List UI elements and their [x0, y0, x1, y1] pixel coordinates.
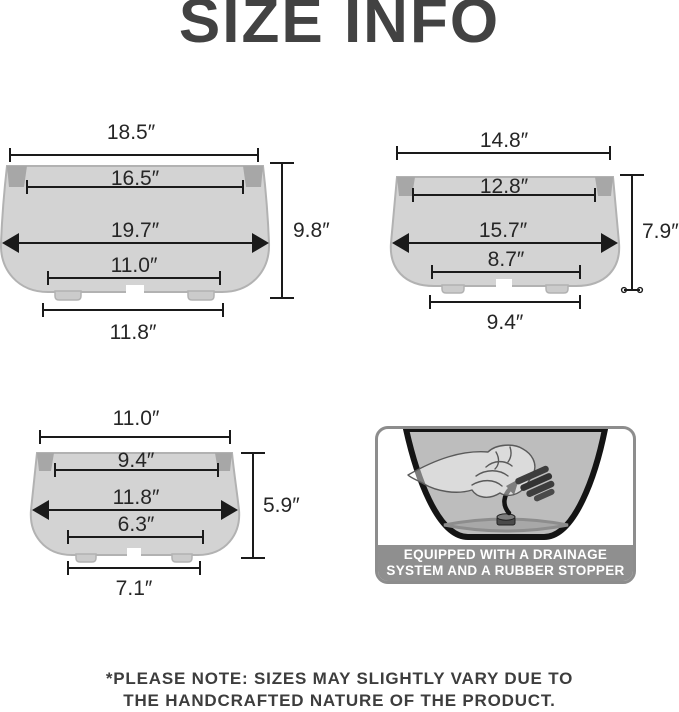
footnote-line1: *PLEASE NOTE: SIZES MAY SLIGHTLY VARY DUE TO: [105, 669, 574, 688]
planter-medium-drawing: [380, 120, 679, 340]
pot-notch: [496, 279, 512, 288]
dim-label-height: 5.9″: [263, 494, 300, 517]
dim-label-bottom-width: 11.8″: [109, 321, 157, 344]
dim-label-max-width: 19.7″: [110, 219, 160, 242]
dim-label-top-width: 14.8″: [479, 129, 529, 152]
dim-line-top-width: [10, 148, 258, 162]
dim-label-inner-bottom-width: 8.7″: [487, 248, 525, 271]
page-title: SIZE INFO: [178, 0, 501, 56]
dim-line-top-width: [40, 430, 230, 444]
drainage-caption: [378, 545, 633, 581]
drainage-caption-line1: EQUIPPED WITH A DRAINAGE: [403, 547, 608, 563]
planter-diagram-small: [0, 400, 320, 610]
pot-foot-left: [442, 285, 464, 293]
corner-chip-left: [7, 166, 27, 187]
dim-line-height: [620, 175, 644, 292]
footnote-line2: THE HANDCRAFTED NATURE OF THE PRODUCT.: [123, 690, 556, 710]
drainage-caption-line2: SYSTEM AND A RUBBER STOPPER: [386, 563, 625, 578]
dim-line-height: [241, 453, 265, 558]
dim-label-bottom-width: 9.4″: [486, 311, 524, 334]
dim-label-max-width: 15.7″: [478, 219, 528, 242]
corner-chip-right: [595, 177, 613, 196]
corner-chip-right: [243, 166, 263, 187]
planter-diagram-large: [0, 120, 340, 355]
dim-line-height: [270, 163, 294, 298]
footnote: [0, 668, 679, 712]
dim-label-top-width: 11.0″: [112, 407, 160, 430]
drainage-callout: [375, 426, 636, 584]
planter-diagram-medium: [380, 120, 679, 340]
dim-label-inner-top-width: 16.5″: [110, 167, 160, 190]
corner-chip-left: [37, 453, 54, 471]
dim-label-inner-bottom-width: 6.3″: [117, 513, 155, 536]
dim-label-inner-bottom-width: 11.0″: [110, 254, 158, 277]
dim-label-inner-top-width: 9.4″: [117, 449, 155, 472]
dim-label-max-width: 11.8″: [112, 486, 160, 509]
dim-line-bottom-width: [68, 561, 200, 575]
pot-foot-right: [546, 285, 568, 293]
pot-foot-right: [188, 291, 214, 300]
pot-notch: [127, 548, 141, 557]
dim-label-top-width: 18.5″: [106, 121, 156, 144]
dim-label-inner-top-width: 12.8″: [479, 175, 529, 198]
pot-foot-left: [76, 554, 96, 562]
pot-foot-left: [55, 291, 81, 300]
planter-large-drawing: [0, 120, 340, 355]
dim-label-height: 9.8″: [293, 219, 330, 242]
drainage-illustration: [378, 429, 633, 545]
dim-label-bottom-width: 7.1″: [115, 577, 153, 600]
dim-line-bottom-width: [43, 303, 223, 317]
dim-line-bottom-width: [430, 295, 580, 309]
pot-notch: [126, 285, 144, 294]
dim-label-height: 7.9″: [642, 220, 679, 243]
pot-foot-right: [172, 554, 192, 562]
drain-hole-stopper-icon: [497, 514, 515, 525]
